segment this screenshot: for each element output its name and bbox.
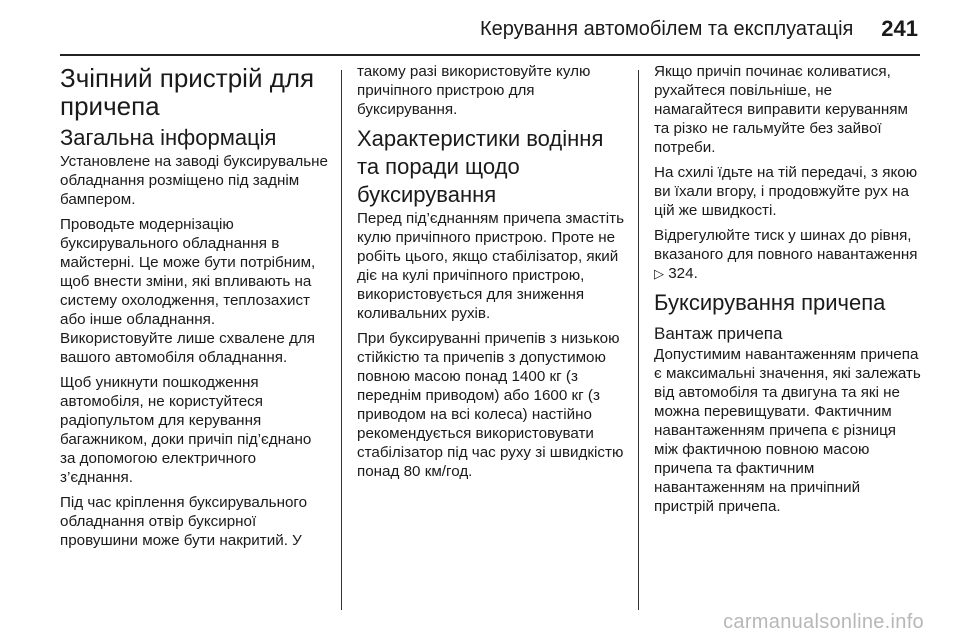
column-divider: [638, 70, 639, 610]
page-reference-arrow-icon: ▷: [654, 266, 664, 281]
column-divider: [341, 70, 342, 610]
column-2: [357, 62, 627, 487]
paragraph-tyre-pressure: [654, 226, 924, 283]
paragraph: такому разі використовуйте кулю причіпного пристрою для буксирування.: [357, 63, 591, 118]
header-rule: [60, 54, 920, 56]
page-header: [0, 0, 960, 48]
column-1: [60, 62, 330, 556]
subheading-trailer-load: Вантаж причепа: [654, 324, 783, 343]
paragraph: При буксируванні причепів з низькою стійкістю та причепів з допустимою повною масою понад 1400 кг (з переднім приводом) або 1600 кг (з приводом на всі колеса) настійно рекомендується використовувати стабілізатор під час руху зі швидкістю понад 80 км/год.: [357, 330, 624, 480]
paragraph: Якщо причіп починає коливатися, рухайтеся повільніше, не намагайтеся виправити керуванням та різко не гальмуйте без зайвої потреби.: [654, 63, 908, 156]
paragraph: Проводьте модернізацію буксирувального обладнання в майстерні. Це може бути потрібним, щоб внести зміни, які впливають на систему охолодження, теплозахист або інше обладнання. Використовуйте лише схвалене для вашого автомобіля обладнання.: [60, 216, 316, 366]
subsection-title-general: Загальна інформація: [60, 125, 277, 150]
paragraph: Допустимим навантаженням причепа є максимальні значення, які залежать від автомобіля та двигуна та які не можна перевищувати. Фактичним навантаженням причепа є різниця між фактичною повною масою причепа та фактичним навантаженням на причіпний пристрій причепа.: [654, 346, 921, 515]
page-reference[interactable]: 324.: [668, 265, 698, 282]
column-3: [654, 62, 924, 522]
subsection-title-driving-tips: Характеристики водіння та поради щодо буксирування: [357, 126, 604, 207]
watermark: carmanualsonline.info: [723, 611, 924, 633]
paragraph: На схилі їдьте на тій передачі, з якою ви їхали вгору, і продовжуйте рух на цій же швидкості.: [654, 164, 918, 219]
paragraph: Під час кріплення буксирувального обладнання отвір буксирної провушини може бути накритий. У: [60, 494, 308, 549]
paragraph: Установлене на заводі буксирувальне обладнання розміщено під заднім бампером.: [60, 153, 328, 208]
page-number: 241: [881, 16, 918, 41]
subsection-title-towing: Буксирування причепа: [654, 290, 886, 315]
section-title: Зчіпний пристрій для причепа: [60, 63, 315, 121]
paragraph: Перед під’єднанням причепа змастіть кулю причіпного пристрою. Проте не робіть цього, якщо стабілізатор, який діє на кулі причіпного пристрою, використовується для зниження коливальних рухів.: [357, 210, 624, 322]
paragraph: Щоб уникнути пошкодження автомобіля, не користуйтеся радіопультом для керування багажником, доки причіп під’єднано за допомогою електричного з’єднання.: [60, 374, 312, 486]
running-header-title: Керування автомобілем та експлуатація: [480, 18, 854, 40]
paragraph-text: Відрегулюйте тиск у шинах до рівня, вказаного для повного навантаження: [654, 227, 918, 263]
